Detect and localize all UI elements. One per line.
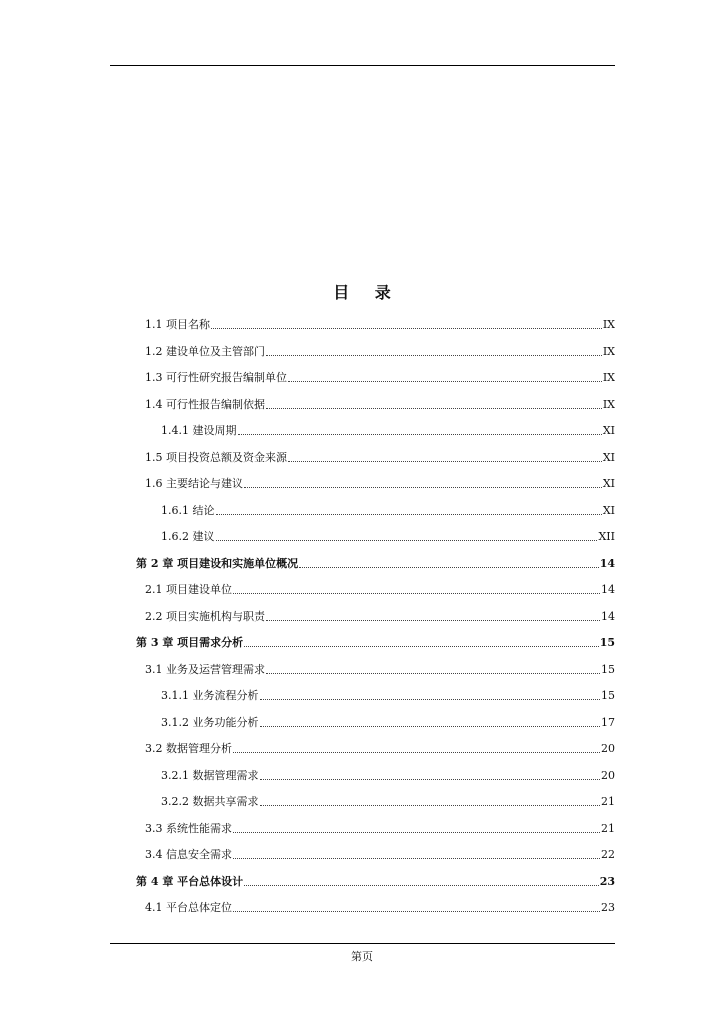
toc-dot-leader <box>244 486 602 488</box>
toc-entry-page: XI <box>602 451 615 464</box>
toc-entry-page: 14 <box>601 610 615 623</box>
toc-dot-leader <box>266 619 600 621</box>
toc-entry-page: IX <box>602 371 615 384</box>
toc-dot-leader <box>211 327 602 329</box>
toc-entry-label: 1.1 项目名称 <box>145 318 210 331</box>
toc-entry-label: 3.1 业务及运营管理需求 <box>145 663 265 676</box>
toc-entry-page: 21 <box>601 822 615 835</box>
toc-entry[interactable] <box>161 791 615 809</box>
toc-entry-page: 21 <box>601 795 615 808</box>
toc-entry-label: 1.4 可行性报告编制依据 <box>145 398 265 411</box>
toc-entry-label: 3.3 系统性能需求 <box>145 822 232 835</box>
toc-entry-label: 1.2 建设单位及主管部门 <box>145 345 265 358</box>
toc-dot-leader <box>238 433 602 435</box>
toc-dot-leader <box>233 751 600 753</box>
toc-entry-label: 3.4 信息安全需求 <box>145 848 232 861</box>
toc-entry-label: 3.2.2 数据共享需求 <box>161 795 259 808</box>
toc-dot-leader <box>233 831 600 833</box>
toc-entry[interactable] <box>145 341 615 359</box>
toc-dot-leader <box>299 566 599 568</box>
toc-entry-page: IX <box>602 345 615 358</box>
toc-dot-leader <box>260 778 601 780</box>
toc-entry-page: XI <box>602 504 615 517</box>
toc-entry-page: 14 <box>599 557 615 570</box>
toc-entry-label: 3.2.1 数据管理需求 <box>161 769 259 782</box>
toc-entry[interactable] <box>145 394 615 412</box>
toc-entry-label: 第 4 章 平台总体设计 <box>136 875 244 888</box>
toc-entry-page: 14 <box>601 583 615 596</box>
toc-entry-label: 2.1 项目建设单位 <box>145 583 232 596</box>
header-rule <box>110 65 615 66</box>
toc-entry[interactable] <box>145 818 615 836</box>
toc-entry[interactable] <box>161 765 615 783</box>
toc-entry-page: 20 <box>601 769 615 782</box>
toc-entry[interactable] <box>161 685 615 703</box>
toc-dot-leader <box>244 645 599 647</box>
toc-entry[interactable] <box>145 844 615 862</box>
toc-entry-page: IX <box>602 398 615 411</box>
toc-dot-leader <box>288 380 602 382</box>
toc-entry-label: 1.5 项目投资总额及资金来源 <box>145 451 287 464</box>
toc-entry-page: 23 <box>599 875 615 888</box>
toc-entry-page: XI <box>602 477 615 490</box>
toc-entry[interactable] <box>145 897 615 915</box>
toc-entry-page: 15 <box>601 663 615 676</box>
toc-entry-label: 2.2 项目实施机构与职责 <box>145 610 265 623</box>
toc-entry[interactable] <box>136 553 615 571</box>
toc-entry-page: 17 <box>601 716 615 729</box>
toc-entry-label: 3.1.1 业务流程分析 <box>161 689 259 702</box>
toc-entry-page: XII <box>598 530 615 543</box>
toc-dot-leader <box>216 513 602 515</box>
toc-entry-page: 15 <box>599 636 615 649</box>
toc-entry[interactable] <box>145 473 615 491</box>
toc-entry[interactable] <box>145 367 615 385</box>
toc-dot-leader <box>233 857 600 859</box>
footer-rule <box>110 943 615 944</box>
toc-dot-leader <box>260 698 601 700</box>
toc-entry[interactable] <box>161 712 615 730</box>
toc-entry[interactable] <box>161 420 615 438</box>
toc-dot-leader <box>233 910 600 912</box>
page-footer: 第页 <box>351 950 373 963</box>
toc-entry-label: 1.4.1 建设周期 <box>161 424 237 437</box>
toc-entry-label: 3.2 数据管理分析 <box>145 742 232 755</box>
toc-title: 目 录 <box>333 283 401 302</box>
toc-entry[interactable] <box>145 447 615 465</box>
toc-entry[interactable] <box>145 606 615 624</box>
toc-entry[interactable] <box>161 526 615 544</box>
toc-entry-label: 1.6 主要结论与建议 <box>145 477 243 490</box>
toc-entry-label: 3.1.2 业务功能分析 <box>161 716 259 729</box>
toc-entry-label: 1.6.2 建议 <box>161 530 215 543</box>
toc-entry-page: 22 <box>601 848 615 861</box>
toc-entry[interactable] <box>145 659 615 677</box>
toc-dot-leader <box>260 725 601 727</box>
toc-entry[interactable] <box>136 632 615 650</box>
toc-entry-label: 1.3 可行性研究报告编制单位 <box>145 371 287 384</box>
toc-entry[interactable] <box>145 579 615 597</box>
toc-entry-page: 15 <box>601 689 615 702</box>
toc-dot-leader <box>244 884 599 886</box>
toc-entry-label: 4.1 平台总体定位 <box>145 901 232 914</box>
toc-entry-label: 1.6.1 结论 <box>161 504 215 517</box>
toc-entry[interactable] <box>145 314 615 332</box>
toc-entry-page: XI <box>602 424 615 437</box>
toc-dot-leader <box>260 804 601 806</box>
toc-entry[interactable] <box>145 738 615 756</box>
toc-dot-leader <box>233 592 600 594</box>
toc-dot-leader <box>266 672 600 674</box>
toc-entry-page: 20 <box>601 742 615 755</box>
toc-entry-page: 23 <box>601 901 615 914</box>
toc-dot-leader <box>288 460 602 462</box>
toc-dot-leader <box>266 407 602 409</box>
toc-entry[interactable] <box>136 871 615 889</box>
toc-entry-page: IX <box>602 318 615 331</box>
toc-entry-label: 第 2 章 项目建设和实施单位概况 <box>136 557 299 570</box>
toc-dot-leader <box>266 354 602 356</box>
toc-entry[interactable] <box>161 500 615 518</box>
toc-entry-label: 第 3 章 项目需求分析 <box>136 636 244 649</box>
toc-dot-leader <box>216 539 598 541</box>
